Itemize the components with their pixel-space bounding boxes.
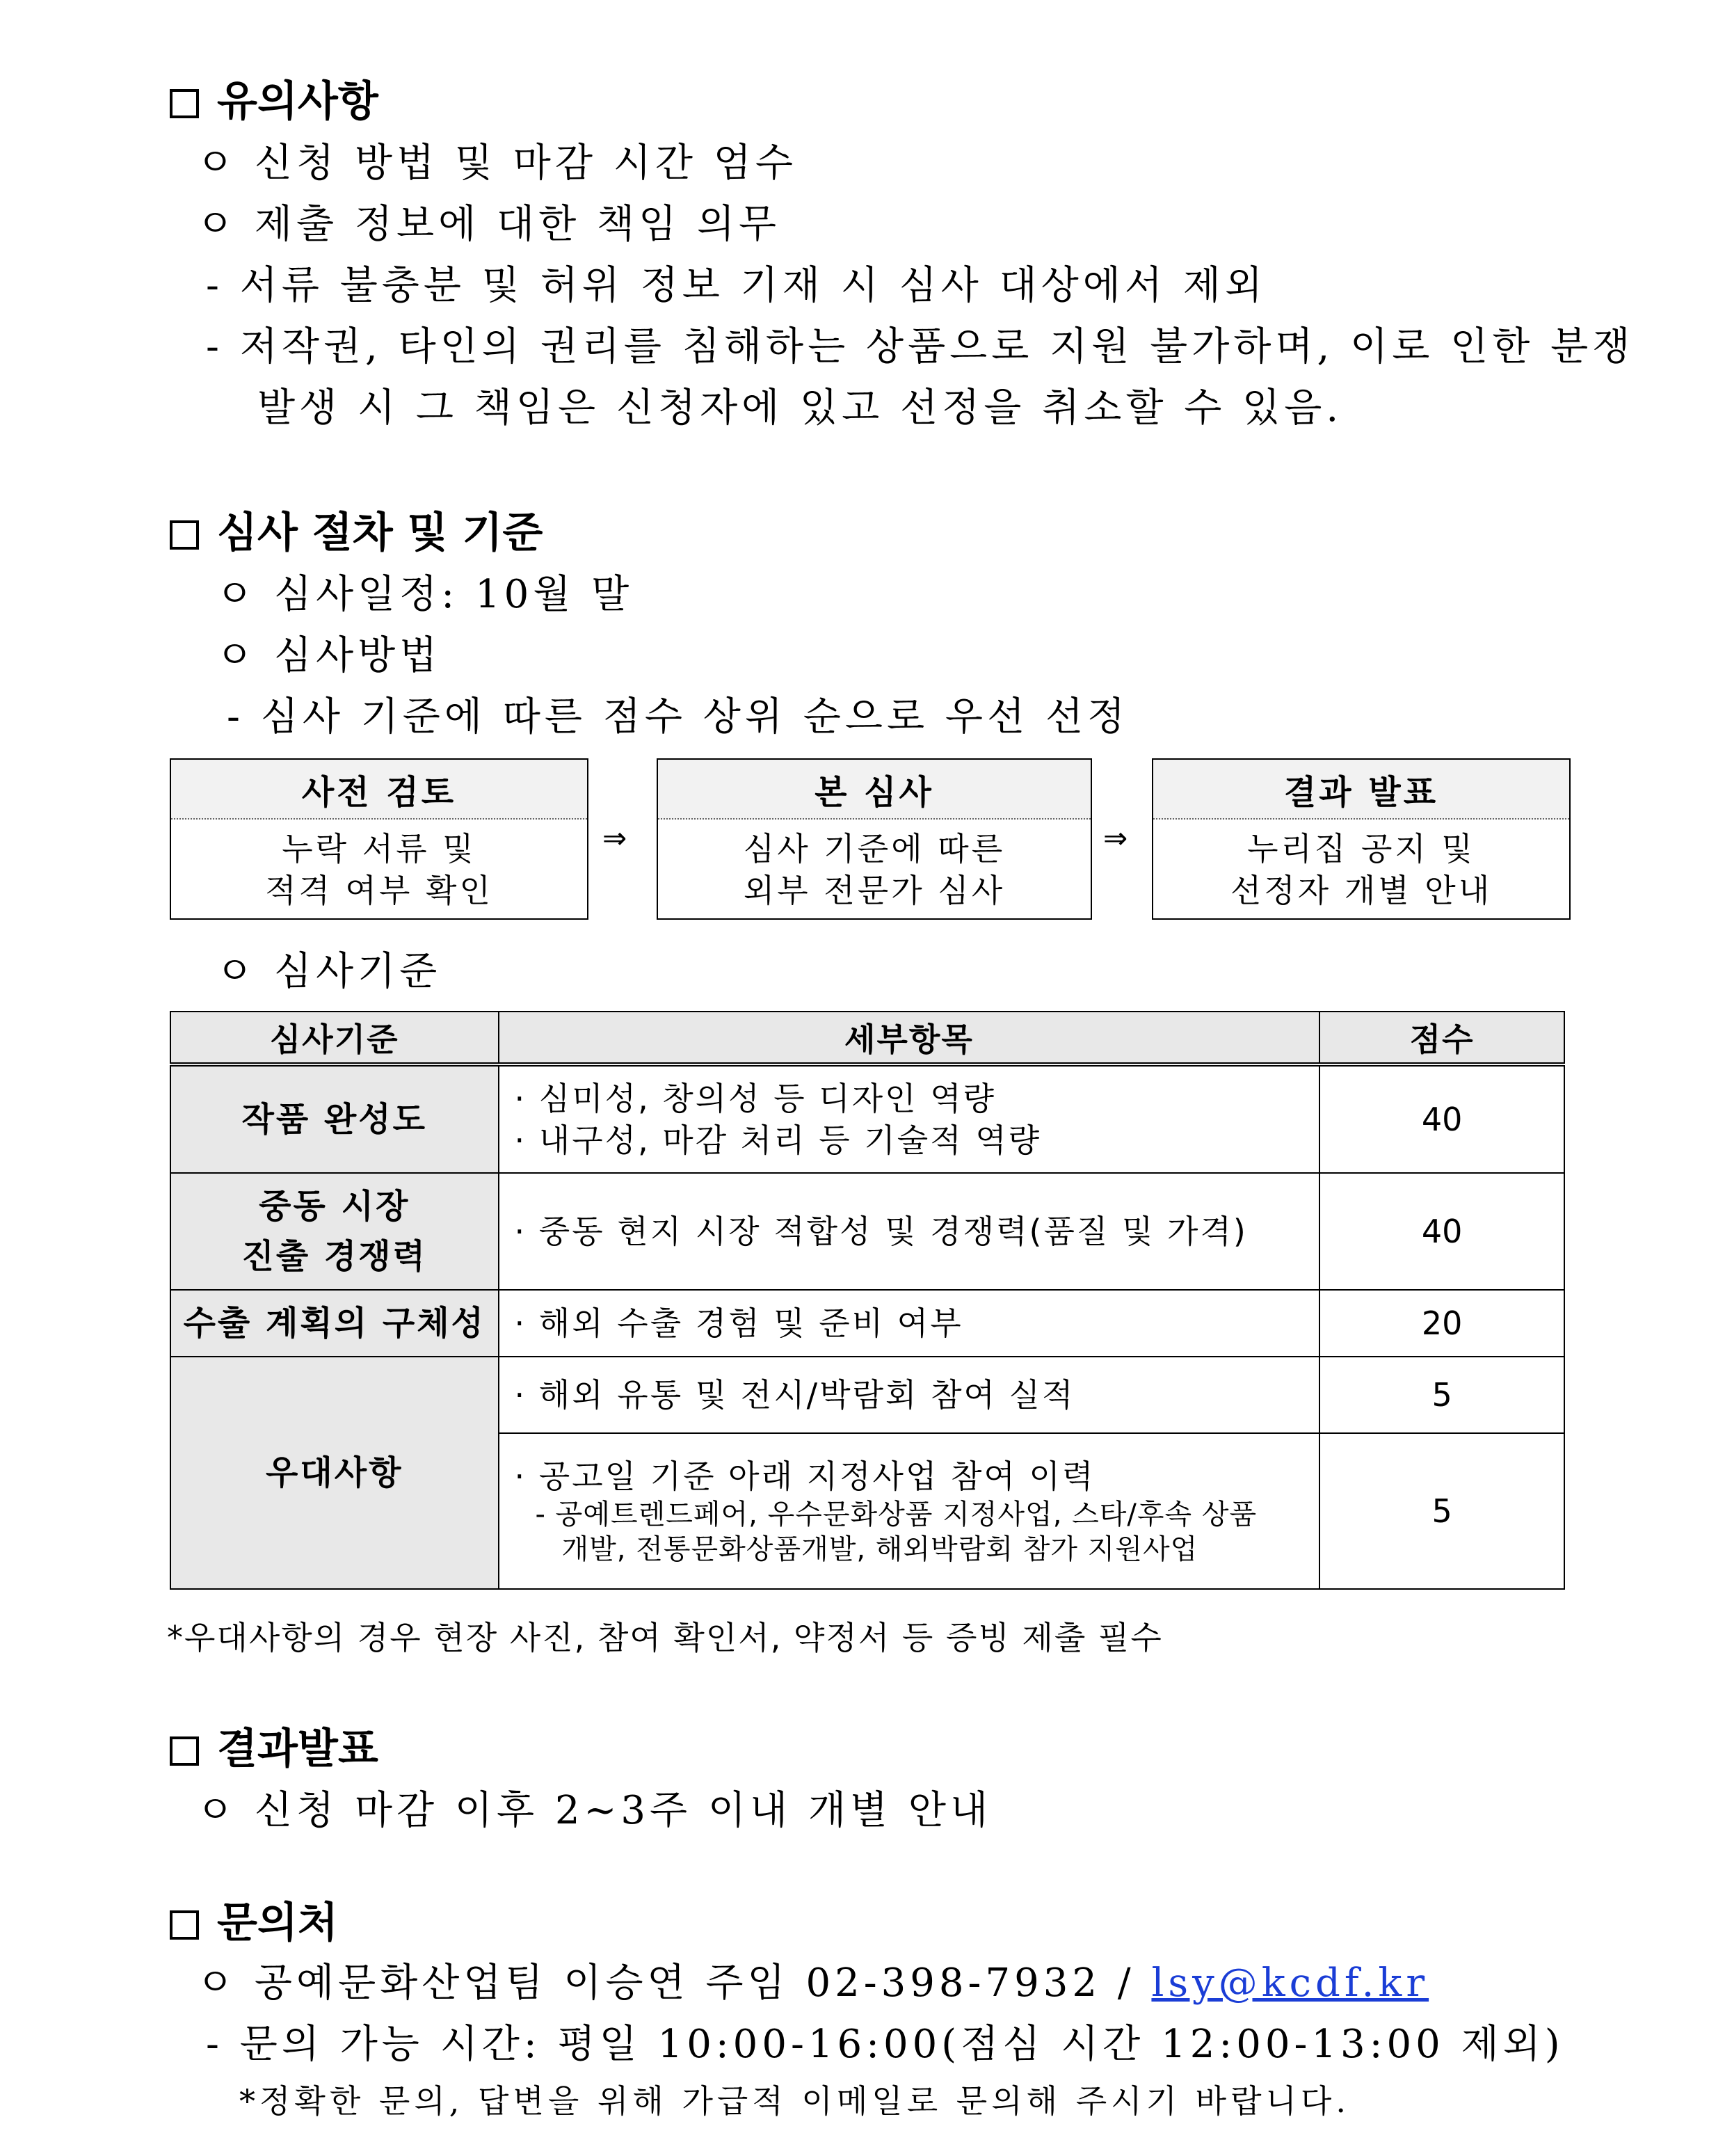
table-row — [170, 1290, 1564, 1357]
flow-step-prereview — [170, 758, 588, 920]
arrow-right-icon: ⇒ — [602, 821, 627, 855]
flow-step-title: 본 심사 — [658, 760, 1091, 820]
category-line: 중동 시장 — [259, 1187, 410, 1226]
section-heading-contact — [170, 1890, 338, 1949]
criteria-category — [170, 1173, 499, 1290]
criteria-score: 40 — [1319, 1173, 1564, 1290]
criteria-category: 수출 계획의 구체성 — [170, 1290, 499, 1357]
contact-note: *정확한 문의, 답변을 위해 가급적 이메일로 문의해 주시기 바랍니다. — [239, 2082, 1350, 2120]
detail-line: · 공고일 기준 아래 지정사업 참여 이력 — [514, 1458, 1096, 1495]
criteria-details — [499, 1357, 1320, 1433]
checkbox-square-icon — [170, 1736, 199, 1766]
category-line: 진출 경쟁력 — [241, 1237, 428, 1276]
criteria-score: 20 — [1319, 1290, 1564, 1357]
section-heading-notice — [170, 68, 378, 128]
flow-step-line: 심사 기준에 따른 — [743, 830, 1006, 868]
section-title: 유의사항 — [217, 77, 378, 126]
review-method-detail: - 심사 기준에 따른 점수 상위 순으로 우선 선정 — [227, 694, 1130, 740]
criteria-table — [170, 1011, 1565, 1590]
table-row — [170, 1357, 1564, 1433]
review-schedule: ㅇ 심사일정: 10월 말 — [216, 572, 634, 617]
section-heading-review — [170, 500, 543, 559]
criteria-score: 5 — [1319, 1357, 1564, 1433]
criteria-footnote: *우대사항의 경우 현장 사진, 참여 확인서, 약정서 등 증빙 제출 필수 — [167, 1619, 1163, 1656]
detail-line: · 중동 현지 시장 적합성 및 경쟁력(품질 및 가격) — [514, 1213, 1248, 1250]
section-title: 결과발표 — [217, 1725, 378, 1773]
flow-step-title: 결과 발표 — [1153, 760, 1569, 820]
criteria-score: 40 — [1319, 1064, 1564, 1173]
flow-step-line: 외부 전문가 심사 — [743, 872, 1006, 909]
contact-text: ㅇ 공예문화산업팀 이승연 주임 02-398-7932 / — [196, 1961, 1152, 2006]
table-row — [170, 1064, 1564, 1173]
detail-line: · 해외 유통 및 전시/박람회 참여 실적 — [514, 1376, 1075, 1414]
criteria-details — [499, 1290, 1320, 1357]
column-header: 점수 — [1319, 1012, 1564, 1064]
contact-hours: - 문의 가능 시간: 평일 10:00-16:00(점심 시간 12:00-13:00 제외) — [206, 2022, 1564, 2067]
result-item: ㅇ 신청 마감 이후 2~3주 이내 개별 안내 — [196, 1788, 993, 1833]
flow-step-line: 누리집 공지 및 — [1247, 830, 1475, 868]
flow-step-main-review — [657, 758, 1092, 920]
notice-subitem-2: - 저작권, 타인의 권리를 침해하는 상품으로 지원 불가하며, 이로 인한 분쟁 — [206, 324, 1635, 369]
arrow-right-icon: ⇒ — [1103, 821, 1128, 855]
flow-step-title: 사전 검토 — [171, 760, 587, 820]
flow-step-announcement — [1152, 758, 1571, 920]
checkbox-square-icon — [170, 520, 199, 550]
detail-line: · 해외 수출 경험 및 준비 여부 — [514, 1304, 963, 1342]
flow-step-line: 적격 여부 확인 — [265, 872, 493, 909]
email-link[interactable]: lsy@kcdf.kr — [1151, 1961, 1429, 2006]
section-title: 문의처 — [217, 1899, 338, 1947]
flow-step-line: 선정자 개별 안내 — [1230, 872, 1493, 909]
review-method: ㅇ 심사방법 — [216, 633, 442, 678]
column-header: 심사기준 — [170, 1012, 499, 1064]
notice-item-1: ㅇ 신청 방법 및 마감 시간 엄수 — [196, 141, 797, 186]
section-heading-result — [170, 1716, 378, 1775]
checkbox-square-icon — [170, 1910, 199, 1940]
detail-line: · 심미성, 창의성 등 디자인 역량 — [514, 1080, 997, 1117]
criteria-category: 우대사항 — [170, 1357, 499, 1589]
review-criteria-label: ㅇ 심사기준 — [216, 949, 442, 994]
table-row — [170, 1173, 1564, 1290]
contact-item — [196, 1952, 1429, 2008]
criteria-details — [499, 1433, 1320, 1589]
notice-subitem-1: - 서류 불충분 및 허위 정보 기재 시 심사 대상에서 제외 — [206, 263, 1267, 308]
column-header: 세부항목 — [499, 1012, 1320, 1064]
flow-step-line: 누락 서류 및 — [282, 830, 476, 868]
criteria-category: 작품 완성도 — [170, 1064, 499, 1173]
notice-subitem-2-cont: 발생 시 그 책임은 신청자에 있고 선정을 취소할 수 있음. — [257, 385, 1343, 431]
notice-item-2: ㅇ 제출 정보에 대한 책임 의무 — [196, 202, 781, 247]
detail-line: · 내구성, 마감 처리 등 기술적 역량 — [514, 1121, 1042, 1159]
detail-subline: 개발, 전통문화상품개발, 해외박람회 참가 지원사업 — [561, 1533, 1198, 1565]
criteria-score: 5 — [1319, 1433, 1564, 1589]
table-header-row — [170, 1012, 1564, 1064]
criteria-details — [499, 1173, 1320, 1290]
checkbox-square-icon — [170, 89, 199, 118]
detail-subline: - 공예트렌드페어, 우수문화상품 지정사업, 스타/후속 상품 — [535, 1499, 1258, 1531]
section-title: 심사 절차 및 기준 — [217, 509, 543, 557]
criteria-details — [499, 1064, 1320, 1173]
